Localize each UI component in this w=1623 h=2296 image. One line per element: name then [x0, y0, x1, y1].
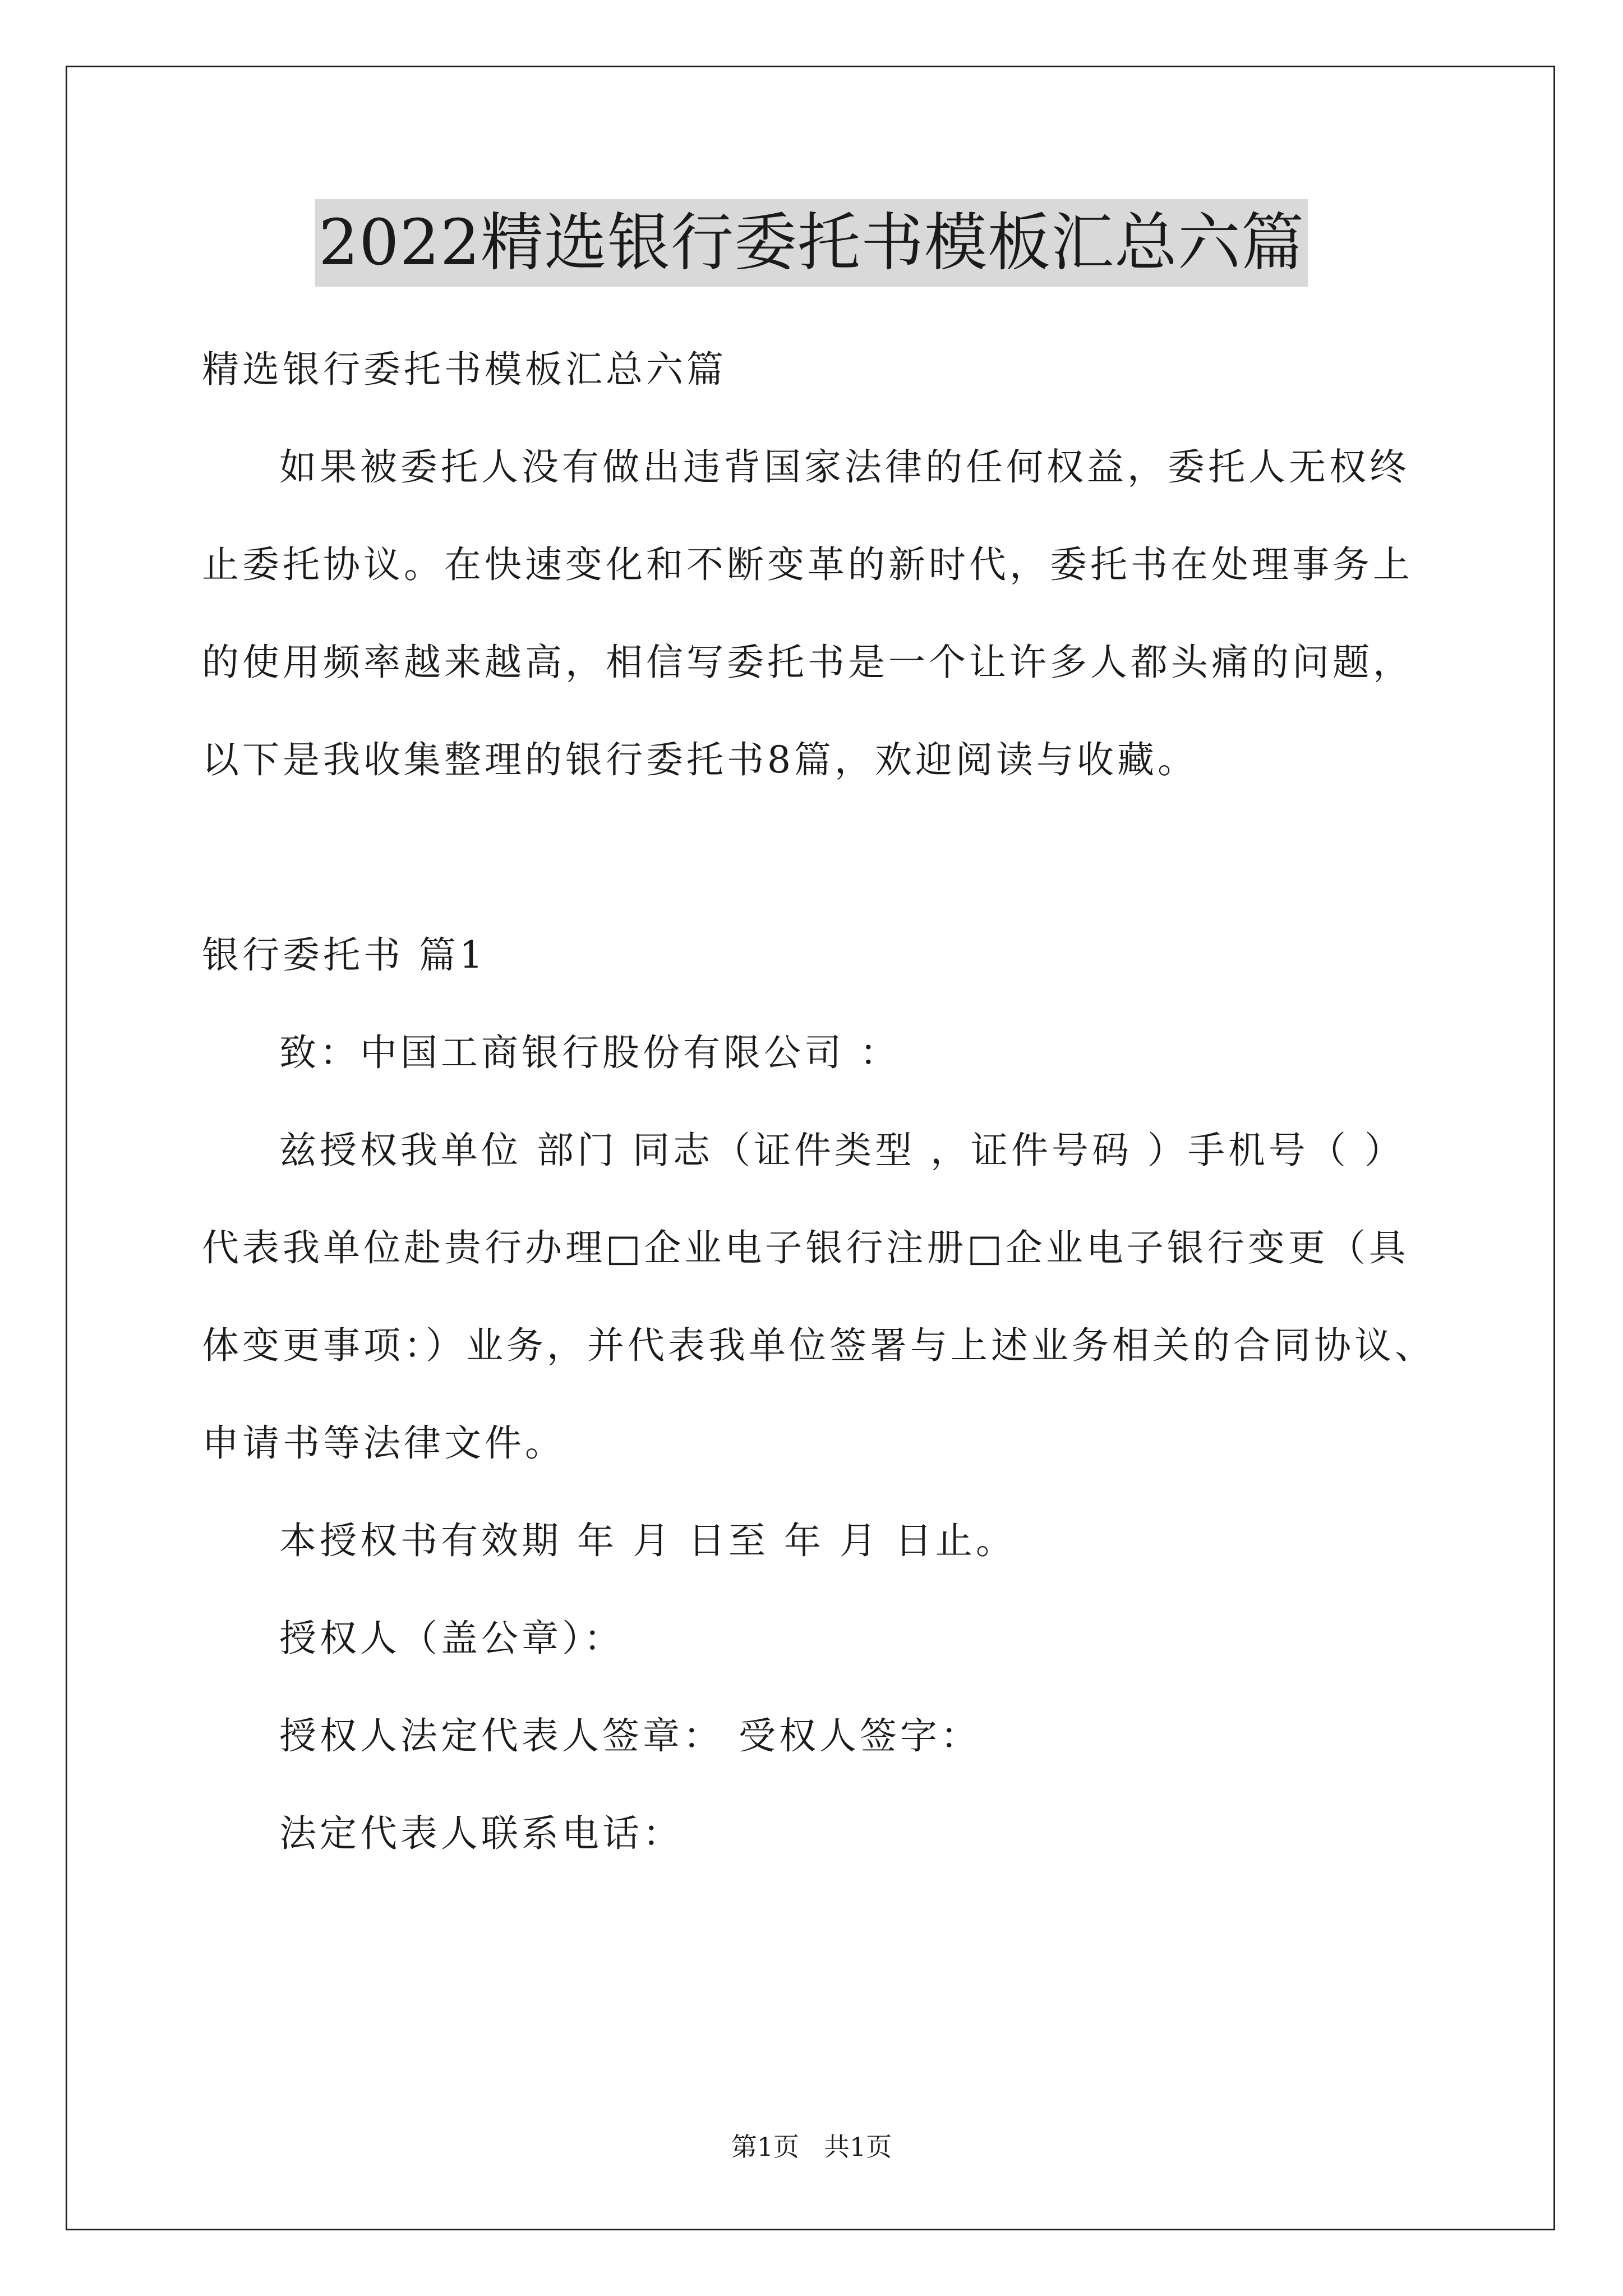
body-line: 体变更事项：）业务，并代表我单位签署与上述业务相关的合同协议、	[202, 1324, 1435, 1367]
document-body	[202, 321, 1435, 1883]
page-number: 第1页	[731, 2132, 799, 2162]
intro-line: 止委托协议。在快速变化和不断变革的新时代，委托书在处理事务上	[202, 543, 1413, 586]
page-footer	[0, 2130, 1623, 2164]
document-subtitle: 精选银行委托书模板汇总六篇	[202, 348, 727, 391]
addressee-line: 致：中国工商银行股份有限公司 ：	[279, 1031, 900, 1074]
document-title: 2022精选银行委托书模板汇总六篇	[315, 199, 1308, 287]
page-total: 共1页	[824, 2132, 892, 2162]
paragraph-gap	[202, 809, 1424, 907]
body-line: 申请书等法律文件。	[202, 1421, 565, 1465]
contact-phone-line: 法定代表人联系电话：	[279, 1812, 683, 1855]
authorizer-seal-line: 授权人（盖公章）：	[279, 1617, 624, 1660]
section-heading: 银行委托书 篇1	[202, 933, 486, 977]
body-line: 兹授权我单位 部门 同志（证件类型 ，证件号码 ）手机号（ ）	[279, 1129, 1405, 1172]
validity-line: 本授权书有效期 年 月 日至 年 月 日止。	[279, 1519, 1016, 1562]
title-container	[0, 199, 1623, 287]
intro-line: 如果被委托人没有做出违背国家法律的任何权益，委托人无权终	[279, 445, 1410, 489]
signature-line: 授权人法定代表人签章： 受权人签字：	[279, 1714, 981, 1757]
body-line: 代表我单位赴贵行办理□企业电子银行注册□企业电子银行变更（具	[202, 1226, 1409, 1269]
intro-line: 以下是我收集整理的银行委托书8篇，欢迎阅读与收藏。	[202, 738, 1198, 781]
intro-line: 的使用频率越来越高，相信写委托书是一个让许多人都头痛的问题，	[202, 641, 1413, 684]
